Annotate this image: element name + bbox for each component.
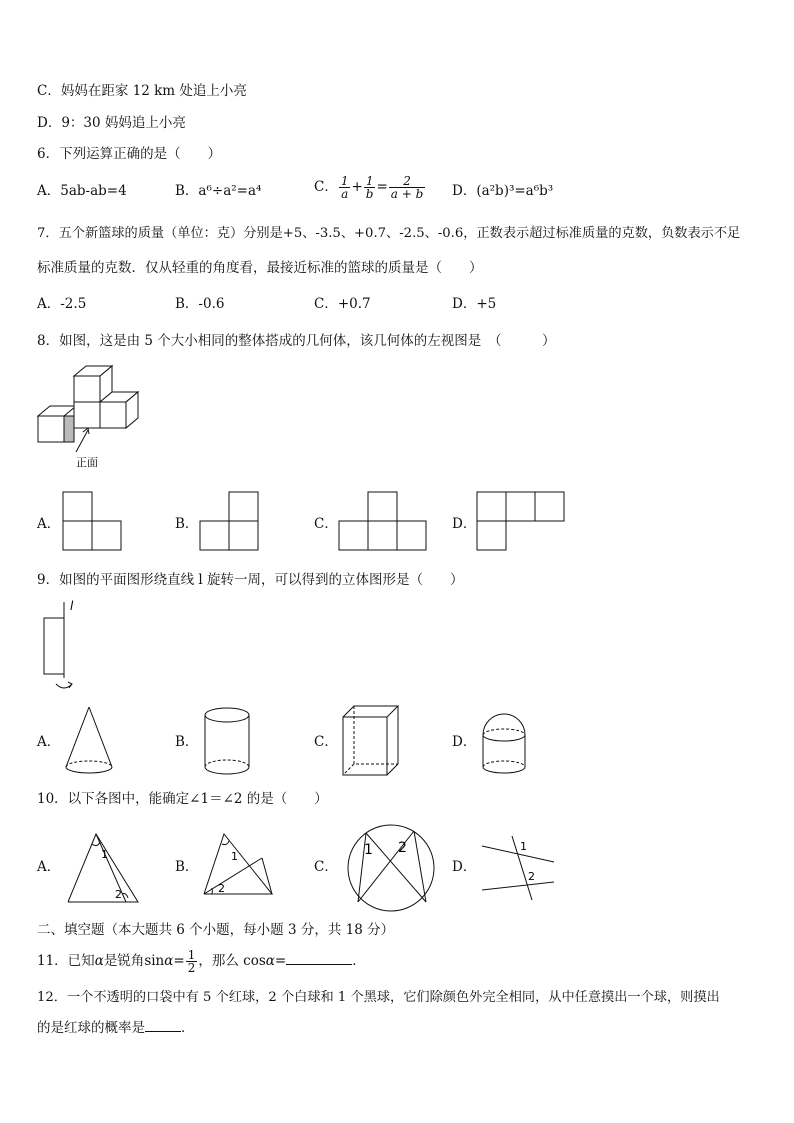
q11-answer-blank[interactable] <box>286 964 352 965</box>
q10-d-angle2: 2 <box>528 870 535 883</box>
q8-option-a: A． <box>37 516 61 532</box>
q10-c-angle1: 1 <box>364 842 373 858</box>
q9-option-a-cone <box>62 705 118 777</box>
q9-stem: 9．如图的平面图形绕直线 l 旋转一周，可以得到的立体图形是（ ） <box>37 572 464 588</box>
q7-option-a: A．-2.5 <box>37 296 87 312</box>
q10-a-angle1: 1 <box>101 848 108 861</box>
q6-option-d: D．(a²b)³=a⁶b³ <box>452 183 554 199</box>
q9-rotation-figure <box>38 598 88 698</box>
q8-option-d-view <box>476 491 568 553</box>
q7-option-c: C．+0.7 <box>314 296 371 312</box>
q10-stem: 10．以下各图中，能确定∠1＝∠2 的是（ ） <box>37 791 328 807</box>
q6-option-b: B．a⁶÷a²=a⁴ <box>175 183 262 199</box>
q10-option-d-figure <box>478 832 556 904</box>
q12-answer-blank[interactable] <box>145 1031 181 1032</box>
q8-option-c-view <box>338 491 430 553</box>
q6-frac-1-over-a: $\frac{1}{a}$ <box>340 174 349 201</box>
q6-frac-1-over-b: $\frac{1}{b}$ <box>365 174 374 201</box>
q6-option-a: A．5ab-ab=4 <box>37 183 127 199</box>
q8-option-b: B． <box>175 516 199 532</box>
q9-axis-label: l <box>70 599 74 613</box>
q7-stem-line1: 7．五个新篮球的质量（单位：克）分别是+5、-3.5、+0.7、-2.5、-0.6，正数表示超过标准质量的克数，负数表示不足 <box>37 226 741 241</box>
q12-stem-line2 <box>37 1019 195 1037</box>
q7-stem-line2: 标准质量的克数．仅从轻重的角度看，最接近标准的篮球的质量是（ ） <box>37 260 483 276</box>
q10-option-a: A． <box>37 859 61 875</box>
q11-post: ，那么 cos <box>198 953 266 969</box>
q11-mid: 是锐角 <box>103 953 145 969</box>
q8-front-label: 正面 <box>76 456 98 469</box>
q11-sin: sin <box>144 953 165 969</box>
q9-option-b: B． <box>175 734 199 750</box>
q10-b-angle1: 1 <box>231 850 238 863</box>
section2-heading: 二、填空题（本大题共 6 个小题，每小题 3 分，共 18 分） <box>37 922 395 938</box>
q12-stem-line1: 12．一个不透明的口袋中有 5 个红球，2 个白球和 1 个黑球，它们除颜色外完全相同，从中任意摸出一个球，则摸出 <box>37 990 720 1005</box>
q10-a-angle2: 2 <box>115 888 122 901</box>
q12-line2-text: 的是红球的概率是 <box>37 1020 145 1036</box>
q9-option-c: C． <box>314 734 338 750</box>
q11-alpha-2: α <box>164 953 174 969</box>
q9-option-a: A． <box>37 734 61 750</box>
q11-alpha-3: α <box>265 953 275 969</box>
q10-option-d: D． <box>452 859 477 875</box>
q6-frac-2-over-a-plus-b: $\frac{2}{a + b}$ <box>390 174 424 201</box>
q10-option-c: C． <box>314 859 338 875</box>
q6-plus: + <box>351 179 363 195</box>
q8-option-c: C． <box>314 516 338 532</box>
q7-option-d: D．+5 <box>452 296 497 312</box>
q11-stem <box>37 944 366 978</box>
q6-equals: = <box>376 179 388 195</box>
q10-option-b-figure <box>200 830 280 900</box>
q11-tail: = <box>274 953 287 969</box>
q6-stem: 6．下列运算正确的是（ ） <box>37 146 222 162</box>
q11-end: ． <box>352 953 366 969</box>
q8-stem: 8．如图，这是由 5 个大小相同的整体搭成的几何体，该几何体的左视图是 （ ） <box>37 333 556 349</box>
q9-option-d-cylinder-hemisphere <box>479 707 531 777</box>
q6-option-c <box>314 175 426 200</box>
q5-option-c: C．妈妈在距家 12 km 处追上小亮 <box>37 83 247 99</box>
q10-option-b: B． <box>175 859 199 875</box>
q10-b-angle2: 2 <box>218 882 225 895</box>
q8-option-b-view <box>199 491 261 553</box>
q10-option-c-figure <box>346 822 438 914</box>
q9-option-b-cylinder <box>202 705 254 777</box>
q7-option-b: B．-0.6 <box>175 296 225 312</box>
q11-pre: 11．已知 <box>37 953 95 969</box>
q9-option-c-prism <box>340 703 402 779</box>
q10-c-angle2: 2 <box>398 840 407 856</box>
q11-eq: = <box>173 953 185 969</box>
q11-frac-one-half: $\frac{1}{2}$ <box>187 948 196 975</box>
q8-option-a-view <box>62 491 124 553</box>
q10-d-angle1: 1 <box>520 840 527 853</box>
q10-option-a-figure <box>66 830 142 906</box>
q9-option-d: D． <box>452 734 477 750</box>
q8-solid-figure <box>36 362 146 472</box>
q5-option-d: D．9：30 妈妈追上小亮 <box>37 115 186 131</box>
q11-alpha: α <box>94 953 104 969</box>
q12-end: ． <box>181 1020 195 1036</box>
q8-option-d: D． <box>452 516 477 532</box>
q6-option-c-label: C． <box>314 179 338 195</box>
